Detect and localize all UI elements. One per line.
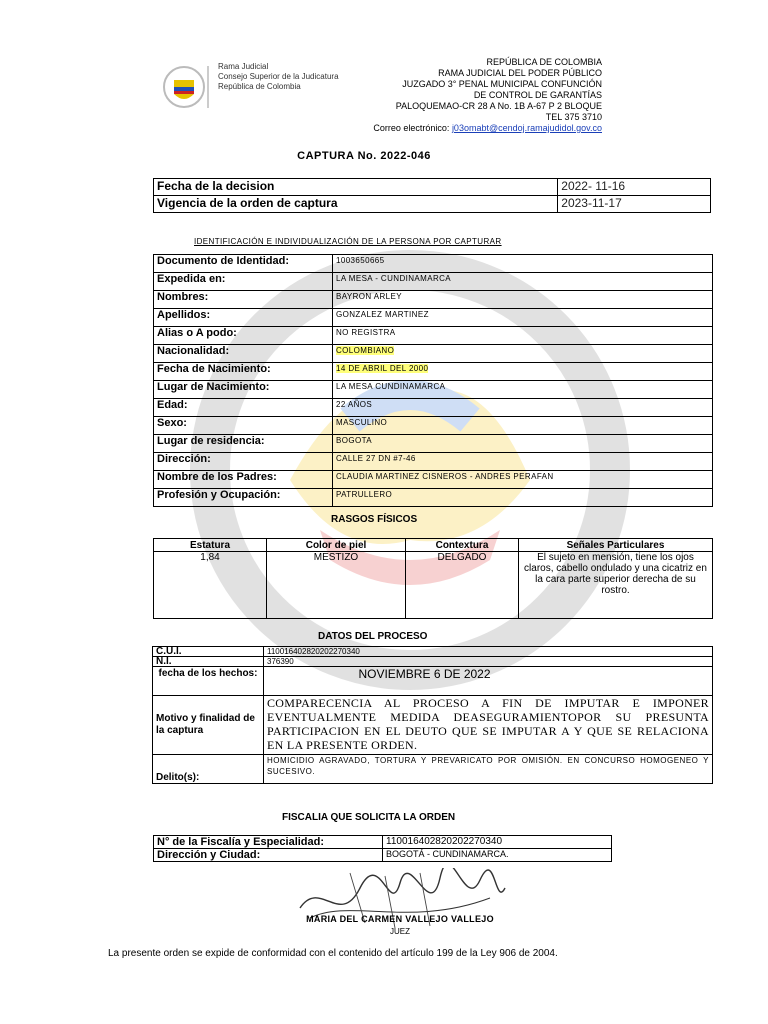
id-field-value: MASCULINO (333, 417, 713, 435)
email-link[interactable]: j03omabt@cendoj.ramajudidol.gov.co (451, 123, 602, 133)
id-field-value: CLAUDIA MARTINEZ CISNEROS - ANDRES PERAFAN (333, 471, 713, 489)
id-field-label: Lugar de Nacimiento: (154, 381, 333, 399)
email-label: Correo electrónico: (373, 123, 450, 133)
header-line: TEL 375 3710 (545, 112, 602, 122)
table-row (154, 471, 713, 489)
email-line (373, 123, 602, 134)
court-header (373, 57, 602, 134)
table-row (154, 273, 713, 291)
id-field-label: Nacionalidad: (154, 345, 333, 363)
document-title (0, 150, 768, 162)
footer-note: La presente orden se expide de conformidad con el contenido del artículo 199 de la Ley 906 de 2004. (108, 948, 558, 959)
col-senales: Señales Particulares (519, 539, 713, 552)
proceso-table (152, 646, 713, 784)
fiscalia-table (153, 835, 612, 862)
id-field-value (333, 345, 713, 363)
table-row (153, 755, 713, 784)
table-row (154, 179, 711, 196)
header-line: REPÚBLICA DE COLOMBIA (486, 57, 602, 67)
table-row (154, 399, 713, 417)
id-field-label: Nombres: (154, 291, 333, 309)
estatura-value: 1,84 (154, 552, 267, 619)
table-row (154, 291, 713, 309)
fiscalia-direccion-label: Dirección y Ciudad: (154, 849, 383, 862)
id-field-label: Documento de Identidad: (154, 255, 333, 273)
fiscalia-direccion-value: BOGOTÁ - CUNDINAMARCA. (383, 849, 612, 862)
motivo-label: Motivo y finalidad de la captura (153, 696, 264, 755)
id-field-value: GONZALEZ MARTINEZ (333, 309, 713, 327)
identificacion-table (153, 254, 713, 507)
table-row (154, 255, 713, 273)
logo-line: Rama Judicial (218, 62, 269, 71)
rasgos-table (153, 538, 713, 619)
highlighted-value: COLOMBIANO (336, 346, 395, 355)
header-line: JUZGADO 3° PENAL MUNICIPAL CONFUNCIÓN (402, 79, 602, 89)
id-field-value: BOGOTA (333, 435, 713, 453)
order-dates-table (153, 178, 711, 213)
table-row (154, 309, 713, 327)
fecha-hechos-value: NOVIEMBRE 6 DE 2022 (264, 667, 713, 696)
col-estatura: Estatura (154, 539, 267, 552)
fecha-hechos-label: fecha de los hechos: (153, 667, 264, 696)
vigencia-label: Vigencia de la orden de captura (154, 196, 558, 213)
signer-name: MARIA DEL CARMEN VALLEJO VALLEJO (306, 914, 494, 924)
id-field-label: Lugar de residencia: (154, 435, 333, 453)
id-field-label: Profesión y Ocupación: (154, 489, 333, 507)
id-field-value: CALLE 27 DN #7-46 (333, 453, 713, 471)
delito-value: HOMICIDIO AGRAVADO, TORTURA Y PREVARICATO POR OMISIÓN. EN CONCURSO HOMOGENEO Y SUCESIVO. (264, 755, 713, 784)
fiscalia-numero-label: N° de la Fiscalía y Especialidad: (154, 836, 383, 849)
logo-line: Consejo Superior de la Judicatura (218, 72, 339, 81)
id-field-label: Alias o A podo: (154, 327, 333, 345)
signer-role: JUEZ (390, 927, 410, 936)
col-contextura: Contextura (406, 539, 519, 552)
id-field-value: LA MESA - CUNDINAMARCA (333, 273, 713, 291)
table-row (154, 435, 713, 453)
fecha-decision-value: 2022- 11-16 (558, 179, 711, 196)
table-row (153, 667, 713, 696)
table-row (154, 836, 612, 849)
highlighted-value: 14 DE ABRIL DEL 2000 (336, 364, 429, 373)
id-field-label: Apellidos: (154, 309, 333, 327)
logo-text (218, 62, 339, 92)
proceso-heading: DATOS DEL PROCESO (318, 631, 428, 642)
fecha-decision-label: Fecha de la decision (154, 179, 558, 196)
header-line: DE CONTROL DE GARANTÍAS (473, 90, 602, 100)
table-row (154, 552, 713, 619)
vigencia-value: 2023-11-17 (558, 196, 711, 213)
id-field-value (333, 363, 713, 381)
id-field-value: 1003650665 (333, 255, 713, 273)
header-line: PALOQUEMAO-CR 28 A No. 1B A-67 P 2 BLOQUE (395, 101, 602, 111)
table-row (154, 453, 713, 471)
id-field-value: NO REGISTRA (333, 327, 713, 345)
id-field-label: Dirección: (154, 453, 333, 471)
identificacion-heading: IDENTIFICACIÓN E INDIVIDUALIZACIÓN DE LA PERSONA POR CAPTURAR (194, 237, 502, 246)
table-row (154, 489, 713, 507)
logo-line: República de Colombia (218, 82, 301, 91)
table-row (153, 657, 713, 667)
id-field-value: LA MESA CUNDINAMARCA (333, 381, 713, 399)
table-row (154, 417, 713, 435)
rasgos-heading: RASGOS FÍSICOS (331, 514, 418, 525)
table-row (153, 647, 713, 657)
id-field-value: 22 AÑOS (333, 399, 713, 417)
table-row (154, 363, 713, 381)
table-row (154, 327, 713, 345)
cui-value: 110016402820202270340 (264, 647, 713, 657)
title-text: CAPTURA No. 2022-046 (297, 150, 431, 162)
header-line: RAMA JUDICIAL DEL PODER PÚBLICO (438, 68, 602, 78)
col-color-piel: Color de piel (267, 539, 406, 552)
contextura-value: DELGADO (406, 552, 519, 619)
table-row (153, 696, 713, 755)
cui-label: C.U.I. (153, 647, 264, 657)
senales-value: El sujeto en mensión, tiene los ojos claros, cabello ondulado y una cicatriz en la cara parte superior derecha de su rostro. (519, 552, 713, 619)
id-field-label: Nombre de los Padres: (154, 471, 333, 489)
id-field-label: Fecha de Nacimiento: (154, 363, 333, 381)
id-field-label: Sexo: (154, 417, 333, 435)
table-row (154, 381, 713, 399)
id-field-label: Expedida en: (154, 273, 333, 291)
id-field-label: Edad: (154, 399, 333, 417)
color-piel-value: MESTIZO (267, 552, 406, 619)
table-row (154, 345, 713, 363)
id-field-value: BAYRON ARLEY (333, 291, 713, 309)
table-row (154, 849, 612, 862)
table-header-row (154, 539, 713, 552)
fiscalia-numero-value: 110016402820202270340 (383, 836, 612, 849)
ni-label: N.I. (153, 657, 264, 667)
fiscalia-heading: FISCALIA QUE SOLICITA LA ORDEN (282, 812, 456, 823)
delito-label: Delito(s): (153, 755, 264, 784)
table-row (154, 196, 711, 213)
ni-value: 376390 (264, 657, 713, 667)
id-field-value: PATRULLERO (333, 489, 713, 507)
motivo-value: COMPARECENCIA AL PROCESO A FIN DE IMPUTAR E IMPONER EVENTUALMENTE MEDIDA DEASEGURAMIENTOPOR SU PRESUNTA PARTICIPACION EN EL DEUTO QUE SE IMPUTAR A Y QUE SE RELACIONA EN LA PRESENTE ORDEN. (264, 696, 713, 755)
